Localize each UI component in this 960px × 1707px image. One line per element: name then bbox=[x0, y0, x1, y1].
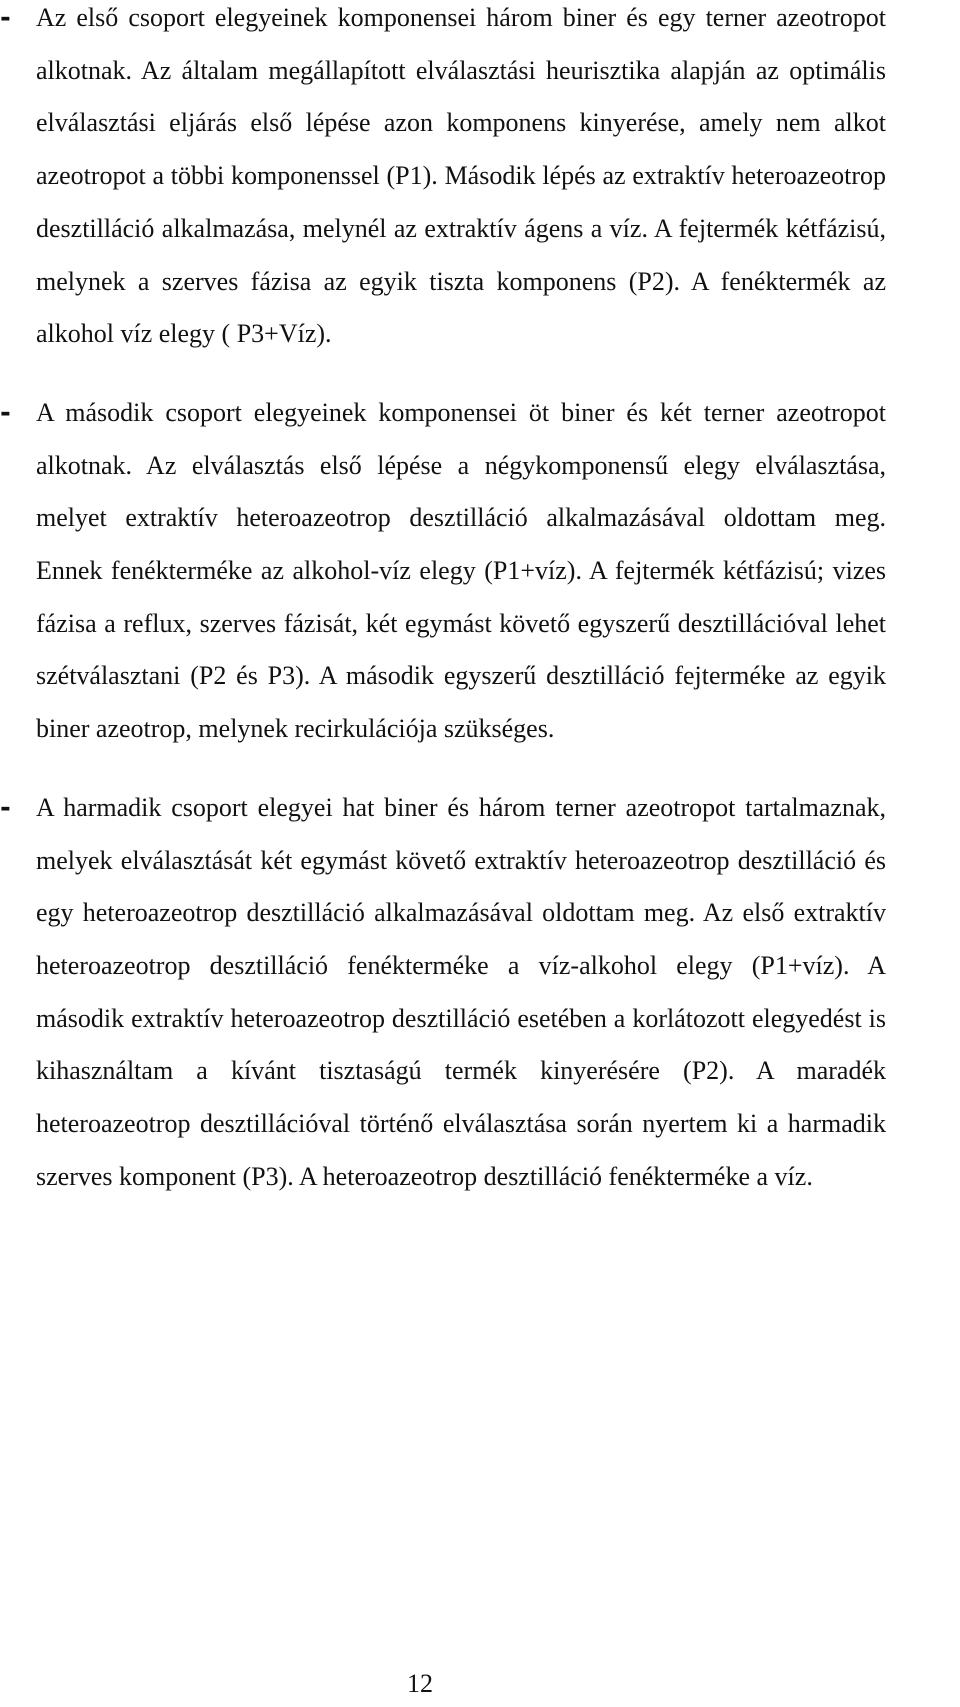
dash-bullet: - bbox=[0, 792, 11, 823]
list-item bbox=[0, 0, 886, 361]
list-item bbox=[0, 782, 886, 1204]
paragraph-third-group: A harmadik csoport elegyei hat biner és három terner azeotropot tartalmaznak, melyek elválasztását két egymást követő extraktív heteroazeotrop desztilláció és egy heteroazeotrop desztilláció alkalmazásával oldottam meg. Az első extraktív heteroazeotrop desztilláció fenékterméke a víz-alkohol elegy (P1+víz). A második extraktív heteroazeotrop desztilláció esetében a korlátozott elegyedést is kihasználtam a kívánt tisztaságú termék kinyerésére (P2). A maradék heteroazeotrop desztillációval történő elválasztása során nyertem ki a harmadik szerves komponent (P3). A heteroazeotrop desztilláció fenékterméke a víz. bbox=[36, 792, 886, 1191]
paragraph-first-group: Az első csoport elegyeinek komponensei három biner és egy terner azeotropot alkotnak. Az általam megállapított elválasztási heurisztika alapján az optimális elválasztási eljárás első lépése azon komponens kinyerése, amely nem alkot azeotropot a többi komponenssel (P1). Második lépés az extraktív heteroazeotrop desztilláció alkalmazása, melynél az extraktív ágens a víz. A fejtermék kétfázisú, melynek a szerves fázisa az egyik tiszta komponens (P2). A fenéktermék az alkohol víz elegy ( P3+Víz). bbox=[36, 3, 886, 349]
list-item bbox=[0, 387, 886, 756]
dash-bullet: - bbox=[0, 397, 11, 428]
dash-bullet: - bbox=[0, 3, 11, 33]
page-number: 12 bbox=[407, 1669, 433, 1698]
paragraph-second-group: A második csoport elegyeinek komponensei öt biner és két terner azeotropot alkotnak. Az elválasztás első lépése a négykomponensű elegy elválasztása, melyet extraktív heteroazeotrop desztilláció alkalmazásával oldottam meg. Ennek fenékterméke az alkohol-víz elegy (P1+víz). A fejtermék kétfázisú; vizes fázisa a reflux, szerves fázisát, két egymást követő egyszerű desztillációval lehet szétválasztani (P2 és P3). A második egyszerű desztilláció fejterméke az egyik biner azeotrop, melynek recirkulációja szükséges. bbox=[36, 397, 886, 744]
